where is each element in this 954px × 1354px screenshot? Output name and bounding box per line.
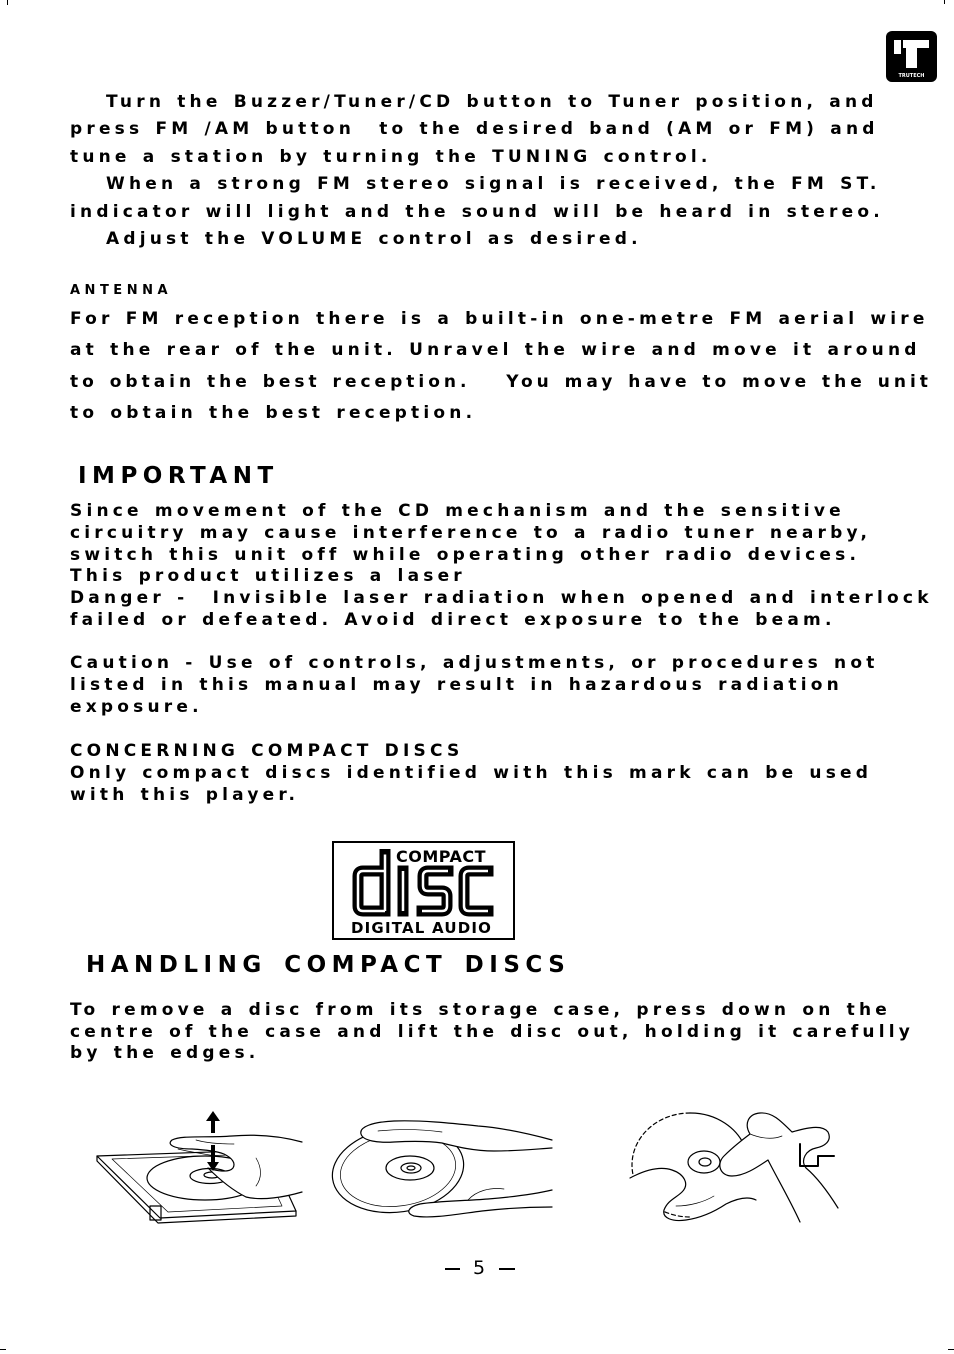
- important-line: This product utilizes a laser: [70, 566, 466, 587]
- page-number-dash: [499, 1268, 515, 1270]
- concerning-line: with this player.: [70, 784, 300, 805]
- tuner-line: Adjust the VOLUME control as desired.: [106, 229, 642, 250]
- handling-line: To remove a disc from its storage case, press down on the: [70, 1000, 891, 1020]
- crop-mark-top-right: [944, 0, 945, 4]
- handling-paragraph: [70, 1000, 914, 1065]
- antenna-paragraph: [70, 304, 932, 429]
- antenna-heading: ANTENNA: [70, 283, 173, 298]
- important-line: switch this unit off while operating other radio devices.: [70, 544, 861, 565]
- caution-line: exposure.: [70, 696, 203, 717]
- danger-line: failed or defeated. Avoid direct exposure to the beam.: [70, 609, 836, 630]
- page-number-dash: [445, 1268, 460, 1270]
- two-hands-holding-disc-illustration: [630, 1113, 838, 1224]
- page-number: 5: [472, 1257, 486, 1279]
- logo-compact-text: COMPACT: [396, 847, 487, 866]
- tuner-line: press FM /AM button to the desired band (AM or FM) and: [70, 119, 879, 140]
- concerning-heading: CONCERNING COMPACT DISCS: [70, 741, 464, 761]
- tuner-instructions: [70, 89, 884, 253]
- concerning-compact-discs: [70, 741, 872, 806]
- tuner-line: When a strong FM stereo signal is received, the FM ST.: [106, 174, 881, 195]
- crop-mark-bottom-right: [948, 1349, 954, 1350]
- danger-line: Danger - Invisible laser radiation when opened and interlock: [70, 588, 933, 609]
- handling-heading: HANDLING COMPACT DISCS: [86, 952, 571, 978]
- concerning-line: Only compact discs identified with this mark can be used: [70, 762, 873, 783]
- logo-brand-text: TRUTECH: [898, 73, 925, 79]
- caution-line: listed in this manual may result in hazardous radiation: [70, 674, 843, 695]
- antenna-line: to obtain the best reception.: [70, 402, 477, 423]
- caution-paragraph: [70, 653, 879, 718]
- tuner-line: indicator will light and the sound will be heard in stereo.: [70, 201, 884, 222]
- antenna-line: at the rear of the unit. Unravel the wire and move it around: [70, 340, 921, 361]
- compact-disc-digital-audio-logo: [332, 841, 515, 940]
- handling-line: centre of the case and lift the disc out, holding it carefully: [70, 1021, 915, 1042]
- important-paragraph: [70, 501, 933, 632]
- tuner-line: tune a station by turning the TUNING control.: [70, 146, 712, 167]
- remove-disc-from-case-illustration: [97, 1111, 302, 1223]
- logo-digital-audio-text: DIGITAL AUDIO: [351, 919, 493, 937]
- antenna-line: For FM reception there is a built-in one-metre FM aerial wire: [70, 309, 929, 329]
- disc-hole: [699, 1158, 711, 1166]
- disc-label-ring: [386, 1156, 434, 1180]
- arrow-up-icon: [206, 1111, 220, 1133]
- disc-label-ring: [688, 1151, 720, 1173]
- important-heading: IMPORTANT: [78, 463, 279, 489]
- caution-line: Caution - Use of controls, adjustments, or procedures not: [70, 653, 879, 673]
- disc-handling-illustrations: [0, 1090, 954, 1235]
- disc-hole: [401, 1163, 421, 1173]
- antenna-line: to obtain the best reception. You may have to move the unit: [70, 371, 932, 392]
- tuner-line: Turn the Buzzer/Tuner/CD button to Tuner position, and: [106, 92, 878, 112]
- crop-mark-top-left: [7, 0, 8, 5]
- trutech-logo: [886, 31, 937, 82]
- important-line: Since movement of the CD mechanism and the sensitive: [70, 501, 845, 521]
- important-line: circuitry may cause interference to a radio tuner nearby,: [70, 522, 872, 543]
- crop-mark-bottom-left: [0, 1349, 6, 1350]
- handling-line: by the edges.: [70, 1043, 260, 1064]
- hold-disc-by-edges-illustration: [327, 1119, 552, 1221]
